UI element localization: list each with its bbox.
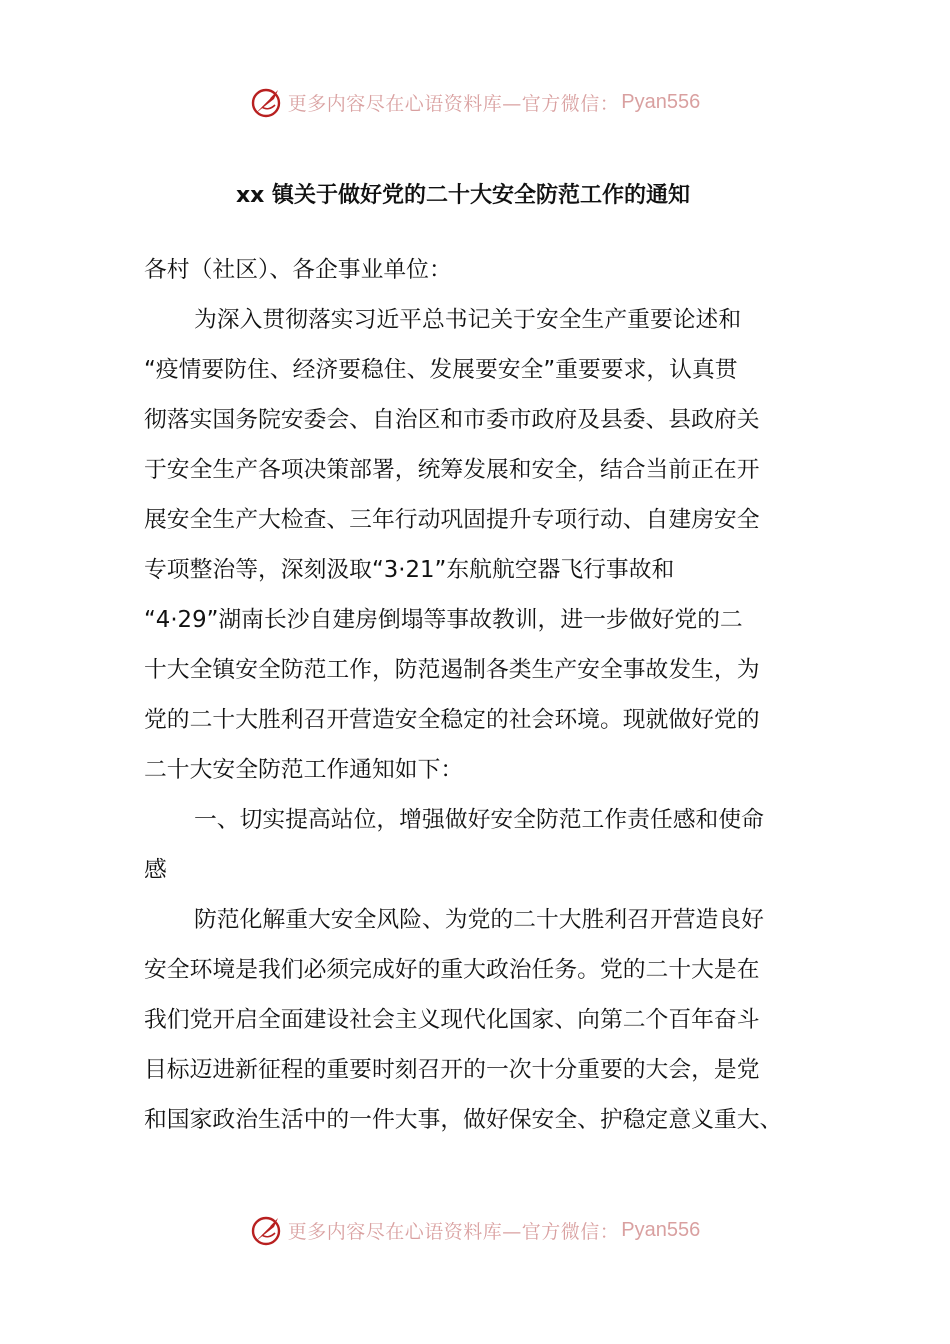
paragraph-line: 于安全生产各项决策部署，统筹发展和安全，结合当前正在开 [144,457,760,483]
paragraph-line: 安全环境是我们必须完成好的重大政治任务。党的二十大是在 [144,957,760,983]
quill-logo-icon [250,85,284,119]
paragraph-line: 十大全镇安全防范工作，防范遏制各类生产安全事故发生，为 [144,657,760,683]
salutation: 各村（社区）、各企事业单位： [144,257,452,283]
paragraph-line: “疫情要防住、经济要稳住、发展要安全”重要要求，认真贯 [144,357,738,383]
paragraph-line: 为深入贯彻落实习近平总书记关于安全生产重要论述和 [194,307,742,333]
quill-logo-icon [250,1213,284,1247]
watermark-wechat-id: Pyan556 [621,1218,701,1241]
section-heading-line: 感 [144,857,167,883]
watermark-footer [0,1210,950,1250]
document-title: xx 镇关于做好党的二十大安全防范工作的通知 [235,183,691,208]
paragraph-line: 专项整治等，深刻汲取“3·21”东航航空器飞行事故和 [144,557,675,583]
watermark-wechat-id: Pyan556 [621,90,701,113]
watermark-header [0,82,950,122]
document-body [144,245,804,1145]
paragraph-line: 防范化解重大安全风险、为党的二十大胜利召开营造良好 [194,907,764,933]
paragraph-line: 彻落实国务院安委会、自治区和市委市政府及县委、县政府关 [144,407,760,433]
watermark-text: 更多内容尽在心语资料库—官方微信： [287,92,620,115]
paragraph-line: 目标迈进新征程的重要时刻召开的一次十分重要的大会，是党 [144,1057,760,1083]
paragraph-line: 我们党开启全面建设社会主义现代化国家、向第二个百年奋斗 [144,1007,760,1033]
paragraph-line: 展安全生产大检查、三年行动巩固提升专项行动、自建房安全 [144,507,760,533]
paragraph-line: 党的二十大胜利召开营造安全稳定的社会环境。现就做好党的 [144,707,760,733]
paragraph-line: “4·29”湖南长沙自建房倒塌等事故教训，进一步做好党的二 [144,607,743,633]
watermark-text: 更多内容尽在心语资料库—官方微信： [287,1220,620,1243]
paragraph-line: 二十大安全防范工作通知如下： [144,757,464,783]
section-heading-line: 一、切实提高站位，增强做好安全防范工作责任感和使命 [194,807,764,833]
paragraph-line: 和国家政治生活中的一件大事，做好保安全、护稳定意义重大、 [144,1107,783,1133]
